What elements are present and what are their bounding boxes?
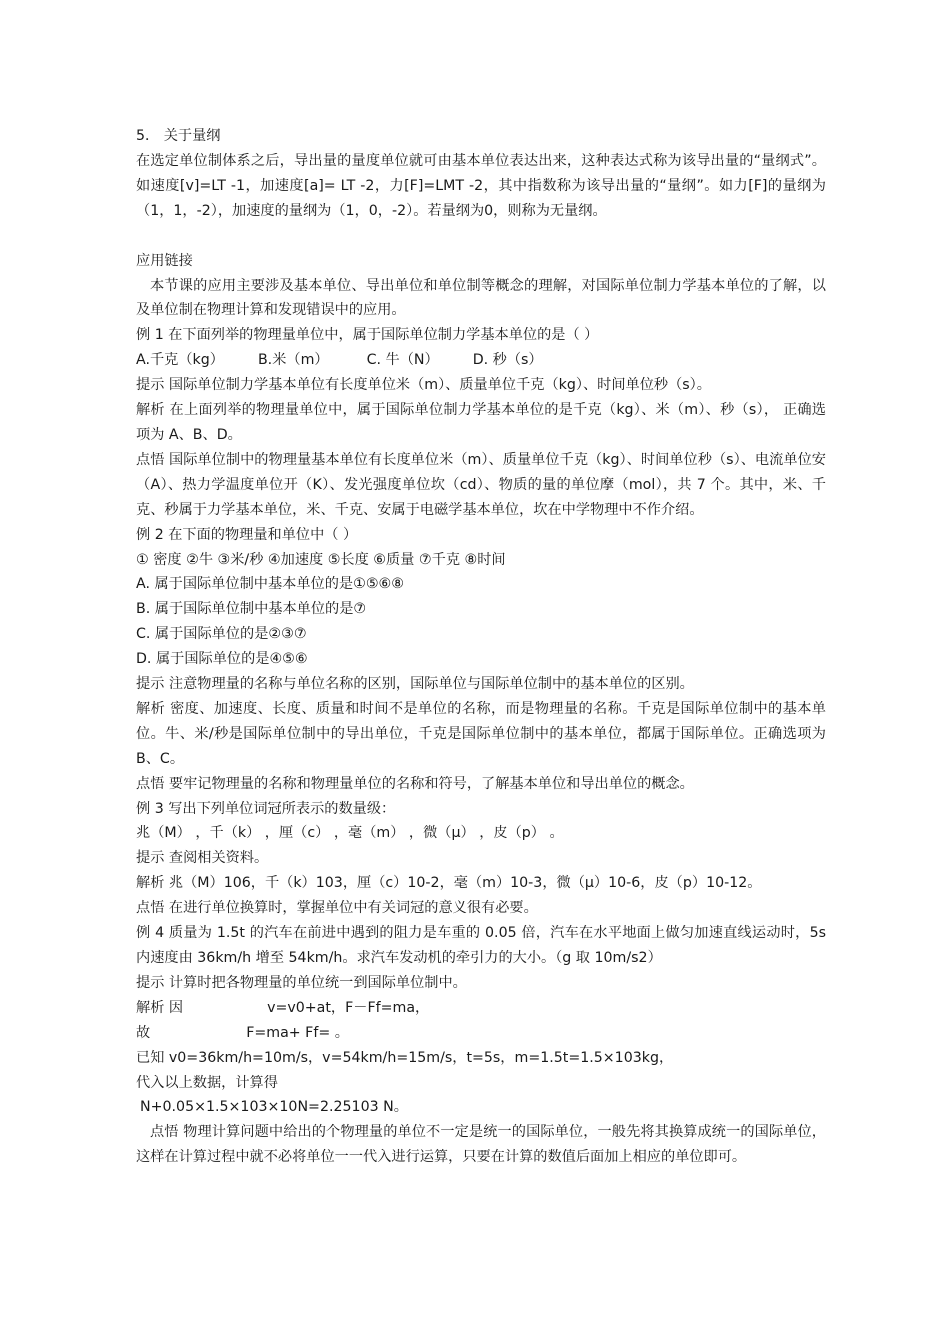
example4-substitute: 代入以上数据，计算得	[136, 1074, 278, 1091]
example1-option-b: B.米（m）	[257, 352, 329, 369]
example4-question: 例 4 质量为 1.5t 的汽车在前进中遇到的阻力是车重的 0.05 倍，汽车在水平地面上做匀加速直线运动时，5s 内速度由 36km/h 增至 54km/h。求汽车发动机的牵引力的大小。（g 取 10m/s2）	[136, 925, 826, 966]
dimensions-paragraph: 在选定单位制体系之后，导出量的量度单位就可由基本单位表达出来，这种表达式称为该导出量的“量纲式”。如速度[v]=LT -1，加速度[a]= LT -2，力[F]=LMT -2，其中指数称为该导出量的“量纲”。如力[F]的量纲为（1，1，-2），加速度的量纲为（1，0，-2）。若量纲为0，则称为无量纲。	[136, 152, 826, 219]
example4-hint: 提示 计算时把各物理量的单位统一到国际单位制中。	[136, 974, 467, 991]
example2-hint: 提示 注意物理量的名称与单位名称的区别，国际单位与国际单位制中的基本单位的区别。	[136, 676, 694, 693]
example1-question: 例 1 在下面列举的物理量单位中，属于国际单位制力学基本单位的是（ ）	[136, 327, 599, 344]
example2-insight: 点悟 要牢记物理量的名称和物理量单位的名称和符号，了解基本单位和导出单位的概念。	[136, 775, 694, 792]
example2-question: 例 2 在下面的物理量和单位中（ ）	[136, 526, 358, 543]
example4-result: N+0.05×1.5×103×10N=2.25103 N。	[140, 1099, 408, 1116]
example2-option-c: C. 属于国际单位的是②③⑦	[136, 626, 307, 643]
example1-insight: 点悟 国际单位制中的物理量基本单位有长度单位米（m）、质量单位千克（kg）、时间单位秒（s）、电流单位安（A）、热力学温度单位开（K）、发光强度单位坎（cd）、物质的量的单位摩（mol），共 7 个。其中，米、千克、秒属于力学基本单位，米、千克、安属于电磁学基本单位，坎在中学物理中不作介绍。	[136, 451, 826, 518]
example2-items: ① 密度 ②牛 ③米/秒 ④加速度 ⑤长度 ⑥质量 ⑦千克 ⑧时间	[136, 551, 506, 568]
section-heading-dimensions: 5． 关于量纲	[136, 128, 221, 144]
example4-hence-label: 故	[136, 1024, 151, 1041]
document-body	[136, 124, 826, 1170]
example2-option-d: D. 属于国际单位的是④⑤⑥	[136, 651, 308, 668]
example3-analysis: 解析 兆（M）106，千（k）103，厘（c）10-2，毫（m）10-3，微（μ）10-6，皮（p）10-12。	[136, 875, 762, 892]
example1-option-c: C. 牛（N）	[366, 352, 439, 369]
example1-analysis: 解析 在上面列举的物理量单位中，属于国际单位制力学基本单位的是千克（kg）、米（m）、秒（s）， 正确选项为 A、B、D。	[136, 402, 826, 443]
example1-options	[136, 348, 826, 373]
example4-hence	[136, 1021, 826, 1046]
example3-items: 兆（M） ，千（k） ，厘（c） ，毫（m） ，微（μ） ，皮（p） 。	[136, 825, 564, 842]
example1-option-d: D. 秒（s）	[472, 352, 543, 369]
example3-question: 例 3 写出下列单位词冠所表示的数量级：	[136, 800, 396, 817]
example4-analysis-label: 解析 因	[136, 999, 184, 1016]
example4-insight: 点悟 物理计算问题中给出的个物理量的单位不一定是统一的国际单位，一般先将其换算成统一的国际单位，这样在计算过程中就不必将单位一一代入进行运算，只要在计算的数值后面加上相应的单位即可。	[136, 1124, 826, 1166]
example2-option-a: A. 属于国际单位制中基本单位的是①⑤⑥⑧	[136, 576, 404, 593]
example1-hint: 提示 国际单位制力学基本单位有长度单位米（m）、质量单位千克（kg）、时间单位秒（s）。	[136, 377, 711, 394]
section-heading-applications: 应用链接	[136, 252, 193, 269]
example4-known: 已知 v0=36km/h=10m/s，v=54km/h=15m/s，t=5s，m=1.5t=1.5×103kg，	[136, 1049, 674, 1066]
example4-analysis	[136, 996, 826, 1021]
example1-option-a: A.千克（kg）	[136, 352, 224, 369]
example2-option-b: B. 属于国际单位制中基本单位的是⑦	[136, 601, 367, 618]
example2-analysis: 解析 密度、加速度、长度、质量和时间不是单位的名称，而是物理量的名称。千克是国际单位制中的基本单位。牛、米/秒是国际单位制中的导出单位，千克是国际单位制中的基本单位，都属于国际单位。正确选项为 B、C。	[136, 700, 826, 767]
blank-line	[136, 224, 826, 249]
applications-intro: 本节课的应用主要涉及基本单位、导出单位和单位制等概念的理解，对国际单位制力学基本单位的了解，以及单位制在物理计算和发现错误中的应用。	[136, 277, 826, 319]
example3-insight: 点悟 在进行单位换算时，掌握单位中有关词冠的意义很有必要。	[136, 900, 538, 917]
example3-hint: 提示 查阅相关资料。	[136, 850, 269, 867]
example4-analysis-equation: v=v0+at，F－Ff=ma，	[267, 999, 430, 1016]
example4-hence-equation: F=ma+ Ff= 。	[246, 1024, 349, 1041]
